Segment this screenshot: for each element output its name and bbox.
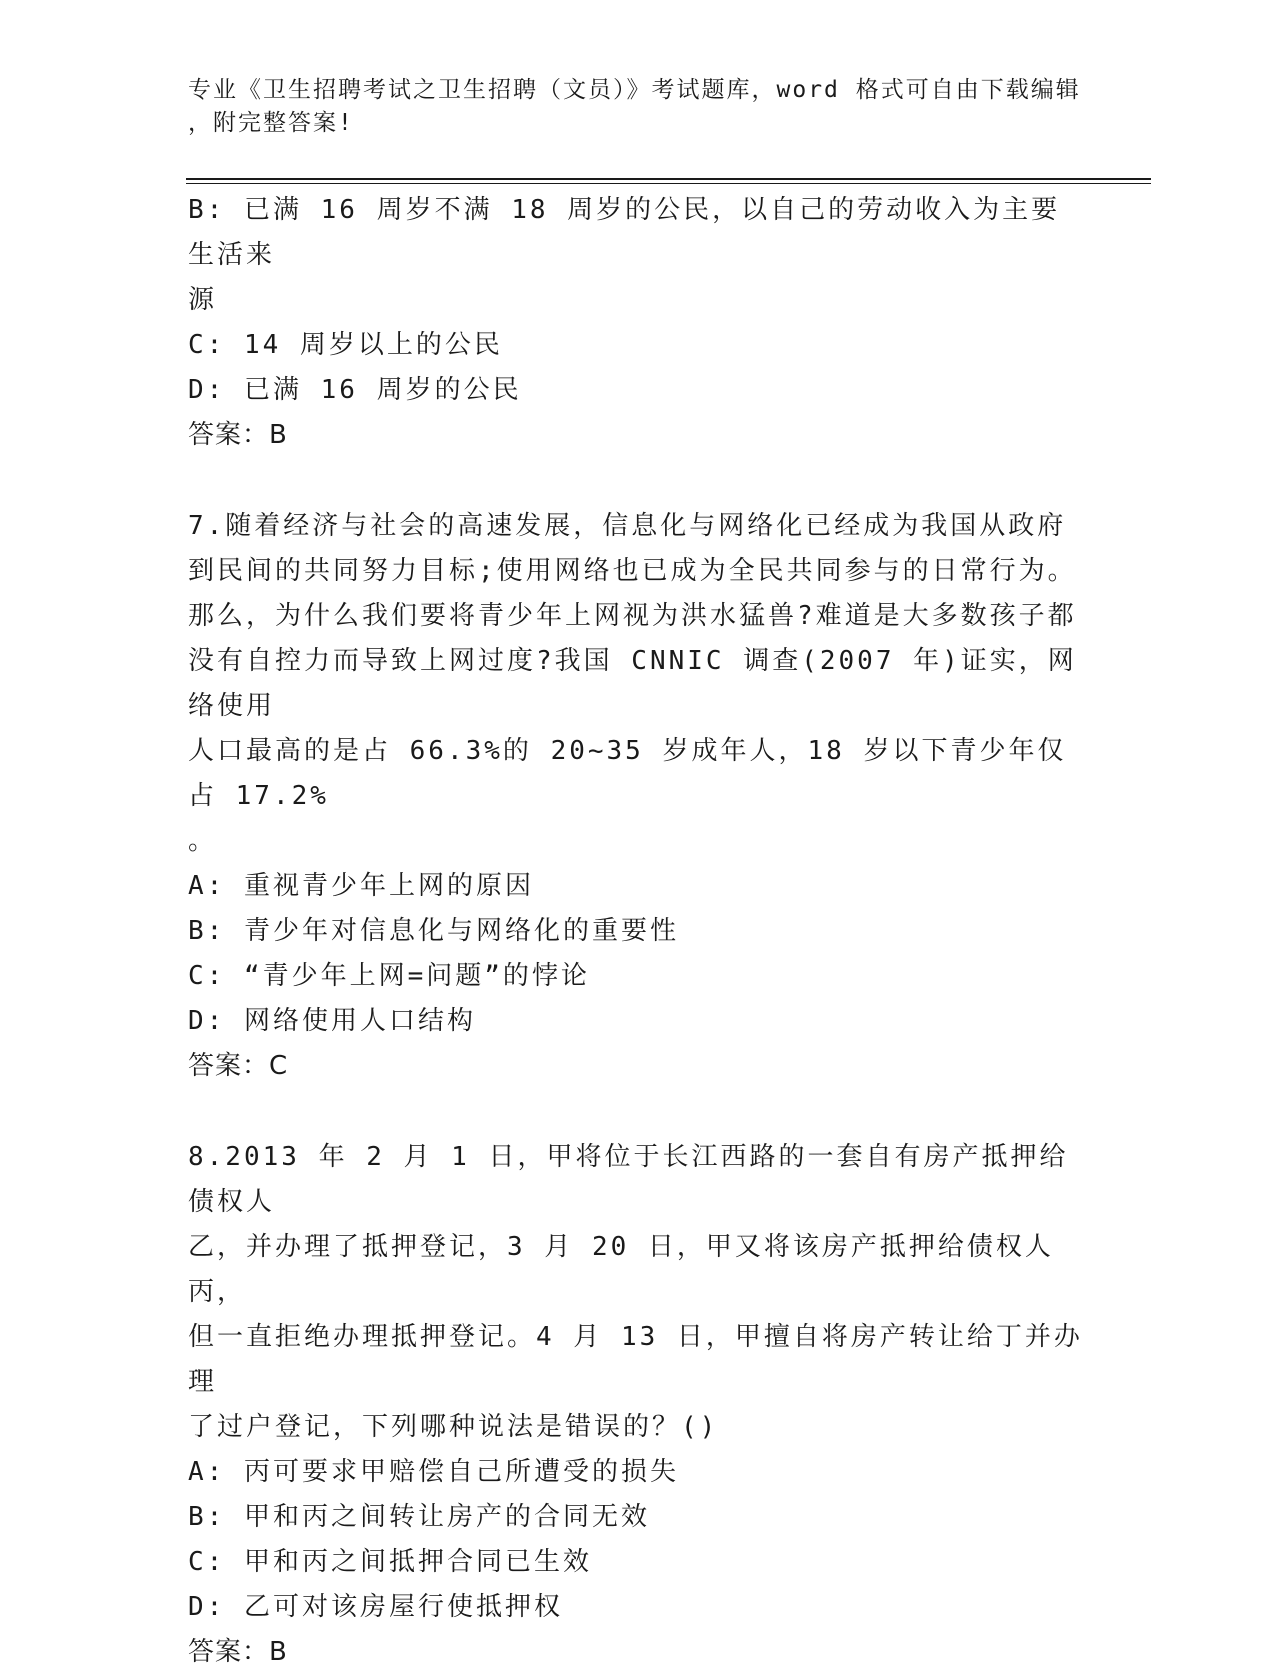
question-text-line: 人口最高的是占 66.3%的 20~35 岁成年人，18 岁以下青少年仅占 17.2% [188, 736, 1067, 811]
option-b-continued: 源 [188, 285, 218, 315]
document-header [188, 74, 1088, 140]
option-c: C: 甲和丙之间抵押合同已生效 [188, 1547, 592, 1577]
question-text-line: 。 [188, 826, 218, 856]
question-text-line: 7.随着经济与社会的高速发展，信息化与网络化已经成为我国从政府 [188, 511, 1067, 541]
question-text-line: 到民间的共同努力目标;使用网络也已成为全民共同参与的日常行为。 [188, 556, 1077, 586]
question-text-line: 乙，并办理了抵押登记，3 月 20 日，甲又将该房产抵押给债权人丙， [188, 1232, 1054, 1307]
option-b: B: 青少年对信息化与网络化的重要性 [188, 916, 679, 946]
header-line-2: ，附完整答案! [188, 110, 354, 136]
question-text-line: 没有自控力而导致上网过度?我国 CNNIC 调查(2007 年)证实，网络使用 [188, 646, 1077, 721]
header-line-1: 专业《卫生招聘考试之卫生招聘（文员）》考试题库，word 格式可自由下载编辑 [188, 77, 1081, 103]
option-a: A: 丙可要求甲赔偿自己所遭受的损失 [188, 1457, 679, 1487]
option-c: C: “青少年上网=问题”的悖论 [188, 961, 590, 991]
question-7 [188, 504, 1088, 1089]
option-d: D: 网络使用人口结构 [188, 1006, 476, 1036]
document-body [188, 188, 1088, 1675]
question-text-line: 8.2013 年 2 月 1 日，甲将位于长江西路的一套自有房产抵押给债权人 [188, 1142, 1069, 1217]
spacer [188, 458, 1088, 504]
header-rule-thick [186, 178, 1151, 180]
option-d: D: 已满 16 周岁的公民 [188, 375, 522, 405]
answer: 答案：C [188, 1051, 289, 1081]
question-text-line: 那么，为什么我们要将青少年上网视为洪水猛兽?难道是大多数孩子都 [188, 601, 1077, 631]
header-rule-thin [186, 183, 1151, 184]
answer: 答案：B [188, 1637, 288, 1667]
option-a: A: 重视青少年上网的原因 [188, 871, 534, 901]
answer: 答案：B [188, 420, 288, 450]
option-c: C: 14 周岁以上的公民 [188, 330, 503, 360]
option-b: B: 甲和丙之间转让房产的合同无效 [188, 1502, 650, 1532]
question-8 [188, 1135, 1088, 1675]
question-text-line: 但一直拒绝办理抵押登记。4 月 13 日，甲擅自将房产转让给丁并办理 [188, 1322, 1083, 1397]
question-6-tail [188, 188, 1088, 458]
spacer [188, 1089, 1088, 1135]
option-b: B: 已满 16 周岁不满 18 周岁的公民，以自己的劳动收入为主要生活来 [188, 195, 1061, 270]
option-d: D: 乙可对该房屋行使抵押权 [188, 1592, 563, 1622]
question-text-line: 了过户登记，下列哪种说法是错误的？() [188, 1412, 719, 1442]
